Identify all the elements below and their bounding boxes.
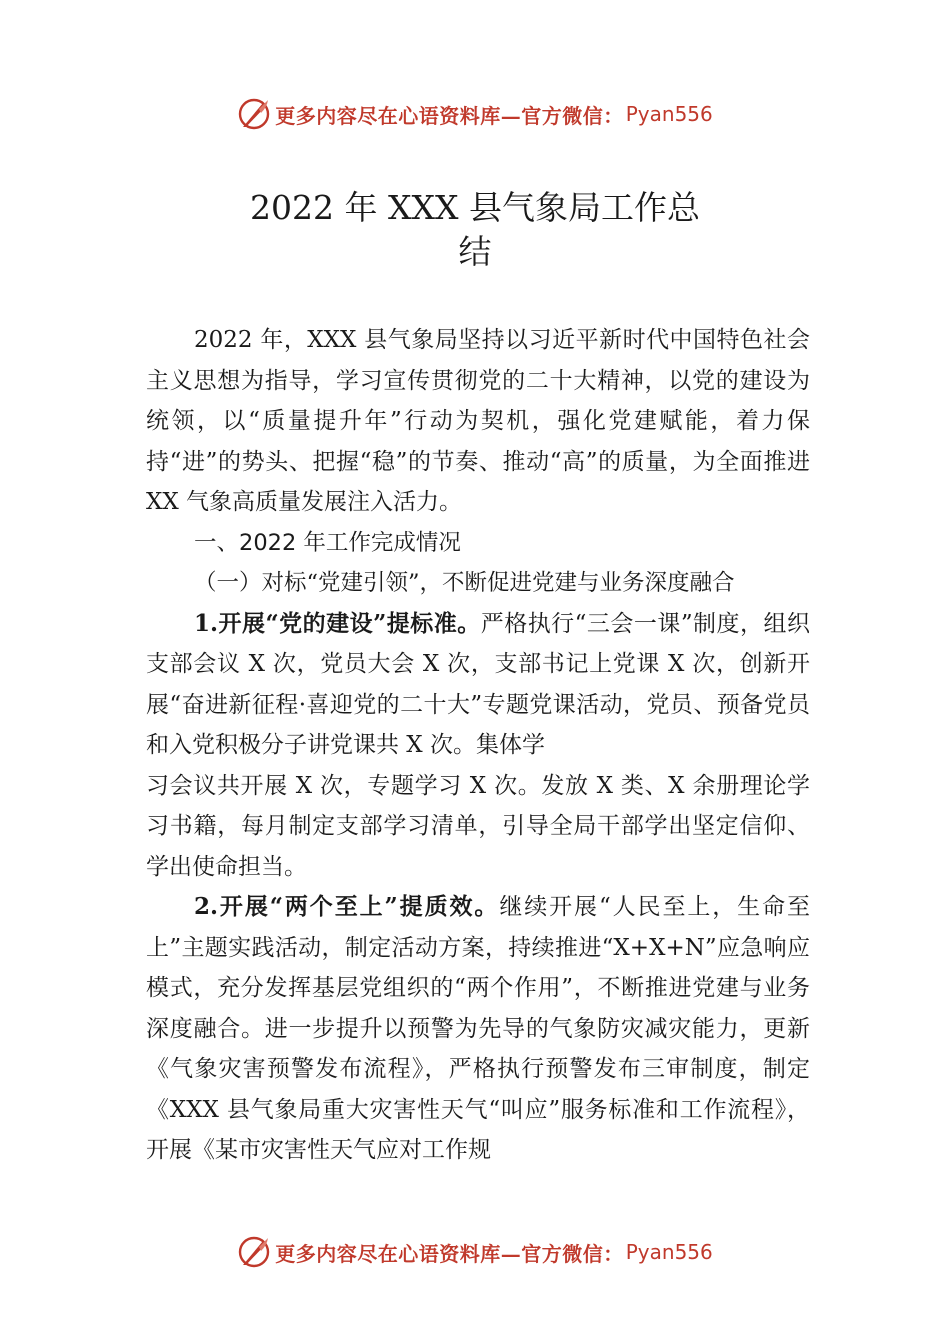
item-1-paragraph bbox=[146, 604, 810, 766]
quill-logo-icon bbox=[237, 97, 271, 131]
watermark-handle: Pyan556 bbox=[625, 1240, 713, 1264]
quill-logo-icon bbox=[237, 1235, 271, 1269]
item-2-lead: 2.开展“两个至上”提质效。 bbox=[194, 893, 500, 920]
document-title bbox=[230, 186, 720, 274]
item-2-paragraph bbox=[146, 887, 810, 1171]
item-2-body: 继续开展“人民至上，生命至上”主题实践活动，制定活动方案，持续推进“X+X+N”应急响应模式，充分发挥基层党组织的“两个作用”，不断推进党建与业务深度融合。进一步提升以预警为先导的气象防灾减灾能力，更新《气象灾害预警发布流程》，严格执行预警发布三审制度，制定《XXX 县气象局重大灾害性天气“叫应”服务标准和工作流程》，开展《某市灾害性天气应对工作规 bbox=[146, 894, 810, 1163]
watermark-text: 更多内容尽在心语资料库—官方微信： bbox=[275, 103, 624, 128]
item-1-continuation: 习会议共开展 X 次，专题学习 X 次。发放 X 类、X 余册理论学习书籍，每月制定支部学习清单，引导全局干部学出坚定信仰、学出使命担当。 bbox=[146, 772, 810, 880]
watermark-handle: Pyan556 bbox=[625, 102, 713, 126]
watermark-banner-bottom bbox=[0, 1232, 950, 1272]
item-1-lead: 1.开展“党的建设”提标准。 bbox=[194, 609, 481, 637]
watermark-banner-top bbox=[0, 94, 950, 134]
intro-paragraph: 2022 年，XXX 县气象局坚持以习近平新时代中国特色社会主义思想为指导，学习宣传贯彻党的二十大精神，以党的建设为统领，以“质量提升年”行动为契机，强化党建赋能，着力保持“进”的势头、把握“稳”的节奏、推动“高”的质量，为全面推进 XX 气象高质量发展注入活力。 bbox=[146, 327, 810, 515]
watermark-text: 更多内容尽在心语资料库—官方微信： bbox=[275, 1241, 624, 1266]
document-body bbox=[146, 320, 810, 1171]
title-line-2: 结 bbox=[458, 232, 492, 271]
section-heading: 一、2022 年工作完成情况 bbox=[194, 529, 461, 556]
subsection-heading: （一）对标“党建引领”，不断促进党建与业务深度融合 bbox=[194, 570, 735, 596]
item-1-body: 严格执行“三会一课”制度，组织支部会议 X 次，党员大会 X 次，支部书记上党课 X 次，创新开展“奋进新征程·喜迎党的二十大”专题党课活动，党员、预备党员和入党积极分子讲党课共 X 次。集体学 bbox=[146, 610, 810, 758]
title-line-1: 2022 年 XXX 县气象局工作总 bbox=[250, 188, 700, 227]
